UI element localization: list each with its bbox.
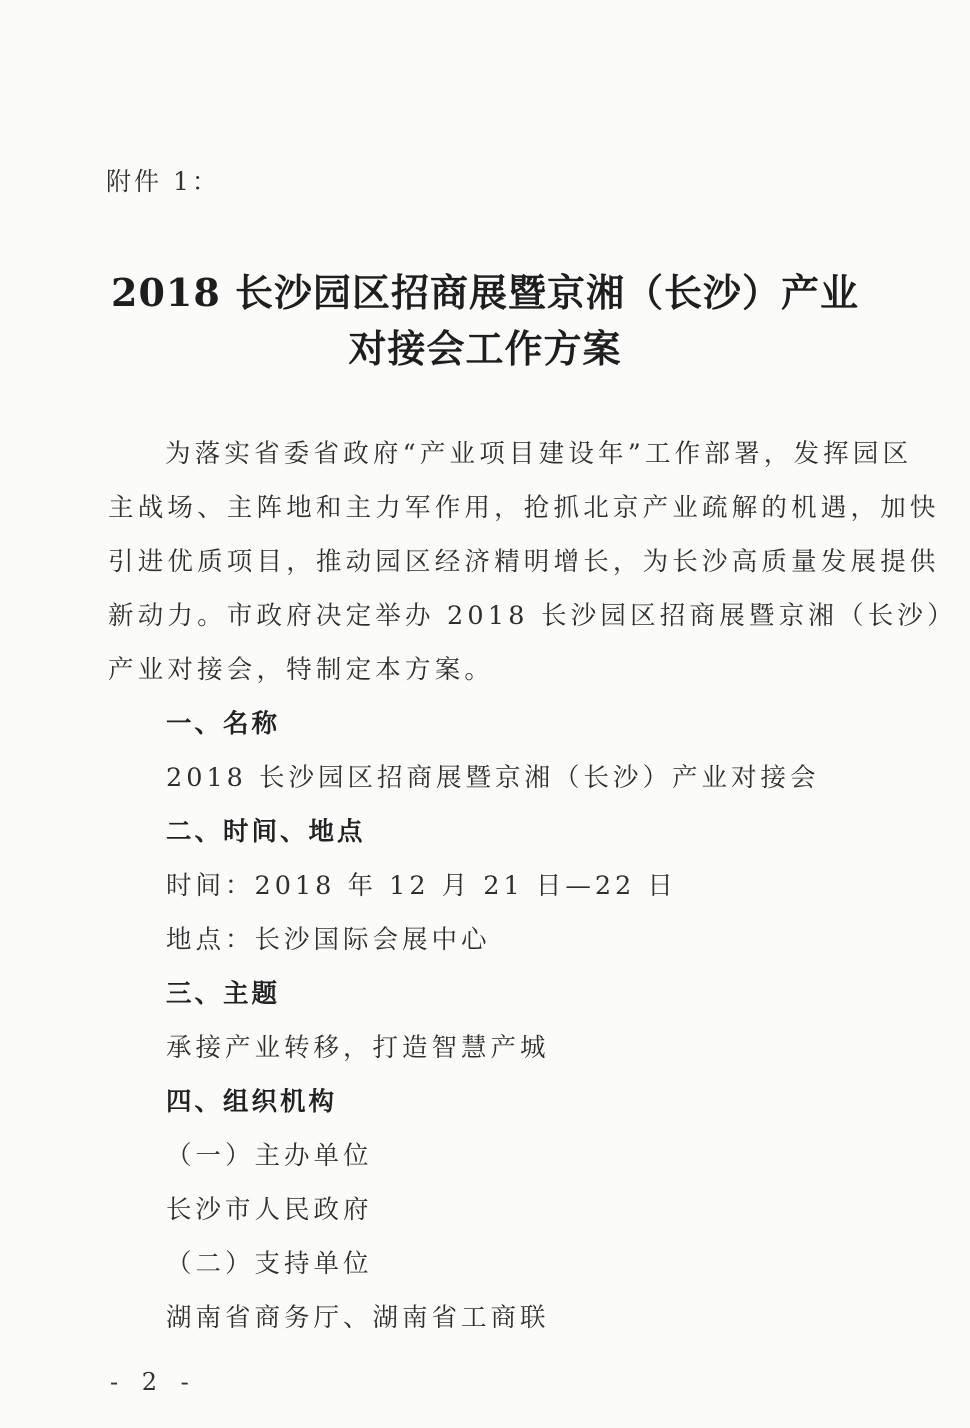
intro-line-4: 新动力。市政府决定举办 2018 长沙园区招商展暨京湘（长沙）	[108, 601, 957, 631]
attachment-label: 附件 1：	[106, 167, 220, 196]
section-theme-heading: 三、主题	[166, 979, 281, 1009]
intro-line-2: 主战场、主阵地和主力军作用，抢抓北京产业疏解的机遇，加快	[108, 493, 940, 523]
section-support-value: 湖南省商务厅、湖南省工商联	[166, 1303, 550, 1333]
document-title-line-2: 对接会工作方案	[348, 326, 622, 371]
section-host-value: 长沙市人民政府	[166, 1195, 373, 1225]
section-support-subheading: （二）支持单位	[166, 1249, 373, 1279]
document-title-line-1: 2018 长沙园区招商展暨京湘（长沙）产业	[111, 270, 859, 315]
section-time-value: 时间：2018 年 12 月 21 日—22 日	[166, 871, 677, 901]
section-host-subheading: （一）主办单位	[166, 1141, 373, 1171]
section-theme-value: 承接产业转移，打造智慧产城	[166, 1033, 550, 1063]
intro-line-3: 引进优质项目，推动园区经济精明增长，为长沙高质量发展提供	[108, 547, 940, 577]
section-name-value: 2018 长沙园区招商展暨京湘（长沙）产业对接会	[166, 763, 820, 793]
intro-line-5: 产业对接会，特制定本方案。	[108, 655, 495, 685]
page-number: - 2 -	[110, 1368, 197, 1396]
intro-line-1: 为落实省委省政府“产业项目建设年”工作部署，发挥园区	[165, 439, 913, 469]
section-place-value: 地点：长沙国际会展中心	[166, 925, 491, 955]
section-name-heading: 一、名称	[166, 709, 281, 739]
section-org-heading: 四、组织机构	[166, 1087, 338, 1117]
section-time-place-heading: 二、时间、地点	[166, 817, 366, 847]
